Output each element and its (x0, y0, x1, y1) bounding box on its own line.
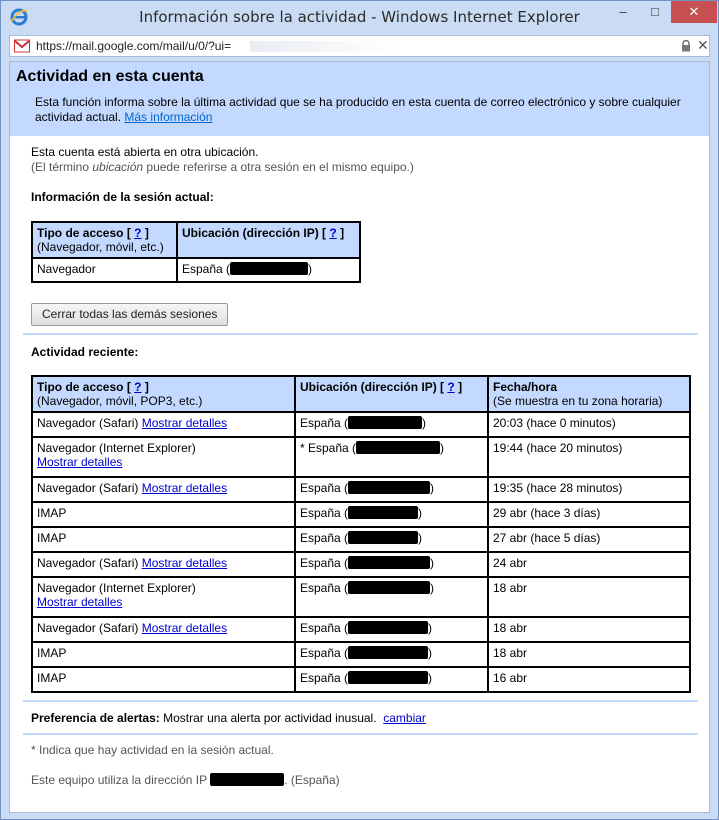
location-cell: España ( ) (295, 577, 488, 617)
table-row (32, 667, 690, 692)
divider (23, 333, 698, 335)
access-type: IMAP (37, 671, 67, 685)
access-cell (32, 437, 295, 477)
show-details-link[interactable]: Mostrar detalles (141, 556, 228, 570)
redacted-ip (348, 481, 430, 494)
more-info-link[interactable]: Más información (124, 110, 213, 124)
current-col-access: Tipo de acceso [ ? ] (Navegador, móvil, etc.) (32, 222, 177, 258)
access-cell (32, 577, 295, 617)
redacted-ip (210, 773, 284, 786)
alert-preference (31, 711, 426, 725)
redacted-ip (230, 262, 308, 275)
redacted-ip (356, 441, 440, 454)
location-cell: España ( ) (295, 552, 488, 577)
access-type: Navegador (Safari) (37, 416, 139, 430)
page-title: Actividad en esta cuenta (16, 68, 204, 85)
access-cell (32, 502, 295, 527)
star-footnote: * Indica que hay actividad en la sesión actual. (31, 743, 274, 757)
redacted-ip (348, 506, 418, 519)
gmail-icon (14, 39, 30, 53)
url-redaction (250, 41, 400, 52)
date-cell: 24 abr (488, 552, 690, 577)
stop-icon[interactable]: ✕ (697, 37, 709, 53)
change-alert-link[interactable]: cambiar (383, 711, 426, 725)
current-access-cell: Navegador (32, 258, 177, 282)
location-cell: España ( ) (295, 477, 488, 502)
access-type: Navegador (Safari) (37, 556, 139, 570)
recent-col-access: Tipo de acceso [ ? ] (Navegador, móvil, POP3, etc.) (32, 376, 295, 412)
show-details-link[interactable]: Mostrar detalles (141, 416, 228, 430)
status-note-em: ubicación (92, 160, 144, 174)
date-cell: 18 abr (488, 577, 690, 617)
access-type: Navegador (Safari) (37, 481, 139, 495)
show-details-link[interactable]: Mostrar detalles (141, 621, 228, 635)
page-description (35, 95, 695, 125)
help-link[interactable]: ? (134, 226, 142, 240)
access-type: Navegador (Internet Explorer) (37, 441, 196, 455)
ip-footnote: Este equipo utiliza la dirección IP . (España) (31, 773, 340, 787)
location-cell: España ( ) (295, 502, 488, 527)
minimize-button[interactable]: – (619, 4, 627, 19)
activity-page (9, 61, 710, 813)
location-cell: España ( ) (295, 667, 488, 692)
current-location-cell: España ( ) (177, 258, 360, 282)
current-session-label: Información de la sesión actual: (31, 190, 214, 204)
date-cell: 27 abr (hace 5 días) (488, 527, 690, 552)
table-row (32, 412, 690, 437)
date-cell: 18 abr (488, 642, 690, 667)
redacted-ip (348, 581, 430, 594)
url-text[interactable]: https://mail.google.com/mail/u/0/?ui= (36, 39, 232, 53)
date-cell: 18 abr (488, 617, 690, 642)
show-details-link[interactable]: Mostrar detalles (141, 481, 228, 495)
access-cell (32, 477, 295, 502)
divider (23, 700, 698, 702)
table-row (32, 437, 690, 477)
location-cell: España ( ) (295, 527, 488, 552)
status-line: Esta cuenta está abierta en otra ubicación. (31, 145, 259, 159)
redacted-ip (348, 671, 428, 684)
title-bar (1, 1, 718, 33)
table-row (32, 527, 690, 552)
address-bar[interactable] (9, 35, 710, 57)
access-type: IMAP (37, 646, 67, 660)
date-cell: 19:35 (hace 28 minutos) (488, 477, 690, 502)
access-cell (32, 642, 295, 667)
access-type: IMAP (37, 531, 67, 545)
recent-col-date: Fecha/hora (Se muestra en tu zona horaria) (488, 376, 690, 412)
close-window-button[interactable]: ✕ (671, 1, 717, 23)
recent-activity-label: Actividad reciente: (31, 345, 139, 359)
close-other-sessions-button[interactable]: Cerrar todas las demás sesiones (31, 303, 228, 326)
date-cell: 20:03 (hace 0 minutos) (488, 412, 690, 437)
redacted-ip (348, 531, 418, 544)
access-type: Navegador (Internet Explorer) (37, 581, 196, 595)
help-link[interactable]: ? (329, 226, 337, 240)
location-cell: España ( ) (295, 412, 488, 437)
current-col-location: Ubicación (dirección IP) [ ? ] (177, 222, 360, 258)
help-link[interactable]: ? (447, 380, 455, 394)
alert-preference-label: Preferencia de alertas: (31, 711, 160, 725)
location-cell: España ( ) (295, 617, 488, 642)
table-row (32, 552, 690, 577)
show-details-link[interactable]: Mostrar detalles (37, 595, 123, 609)
window-title: Información sobre la actividad - Windows Internet Explorer (139, 8, 580, 26)
lock-icon[interactable] (681, 40, 691, 52)
table-row (32, 477, 690, 502)
access-cell (32, 552, 295, 577)
alert-preference-value: Mostrar una alerta por actividad inusual. (163, 711, 377, 725)
access-cell (32, 667, 295, 692)
access-type: Navegador (Safari) (37, 621, 139, 635)
redacted-ip (348, 556, 430, 569)
divider (23, 733, 698, 735)
header-box (10, 62, 709, 136)
table-row (32, 642, 690, 667)
table-row (32, 577, 690, 617)
recent-activity-rows (32, 412, 690, 692)
table-row (32, 502, 690, 527)
access-cell (32, 412, 295, 437)
access-cell (32, 527, 295, 552)
access-type: IMAP (37, 506, 67, 520)
show-details-link[interactable]: Mostrar detalles (37, 455, 123, 469)
redacted-ip (348, 646, 428, 659)
date-cell: 16 abr (488, 667, 690, 692)
redacted-ip (348, 621, 428, 634)
description-text: Esta función informa sobre la última actividad que se ha producido en esta cuenta de correo electrónico y sobre cualquier actividad actual. (35, 95, 681, 124)
redacted-ip (348, 416, 422, 429)
status-text (31, 145, 414, 175)
location-cell: España ( ) (295, 642, 488, 667)
table-row (32, 617, 690, 642)
recent-col-location: Ubicación (dirección IP) [ ? ] (295, 376, 488, 412)
location-cell: * España ( ) (295, 437, 488, 477)
help-link[interactable]: ? (134, 380, 142, 394)
access-cell (32, 617, 295, 642)
date-cell: 29 abr (hace 3 días) (488, 502, 690, 527)
recent-activity-table (31, 375, 691, 693)
current-session-table (31, 221, 361, 283)
date-cell: 19:44 (hace 20 minutos) (488, 437, 690, 477)
maximize-button[interactable]: □ (651, 4, 659, 19)
status-note: (El término ubicación puede referirse a otra sesión en el mismo equipo.) (31, 160, 414, 174)
